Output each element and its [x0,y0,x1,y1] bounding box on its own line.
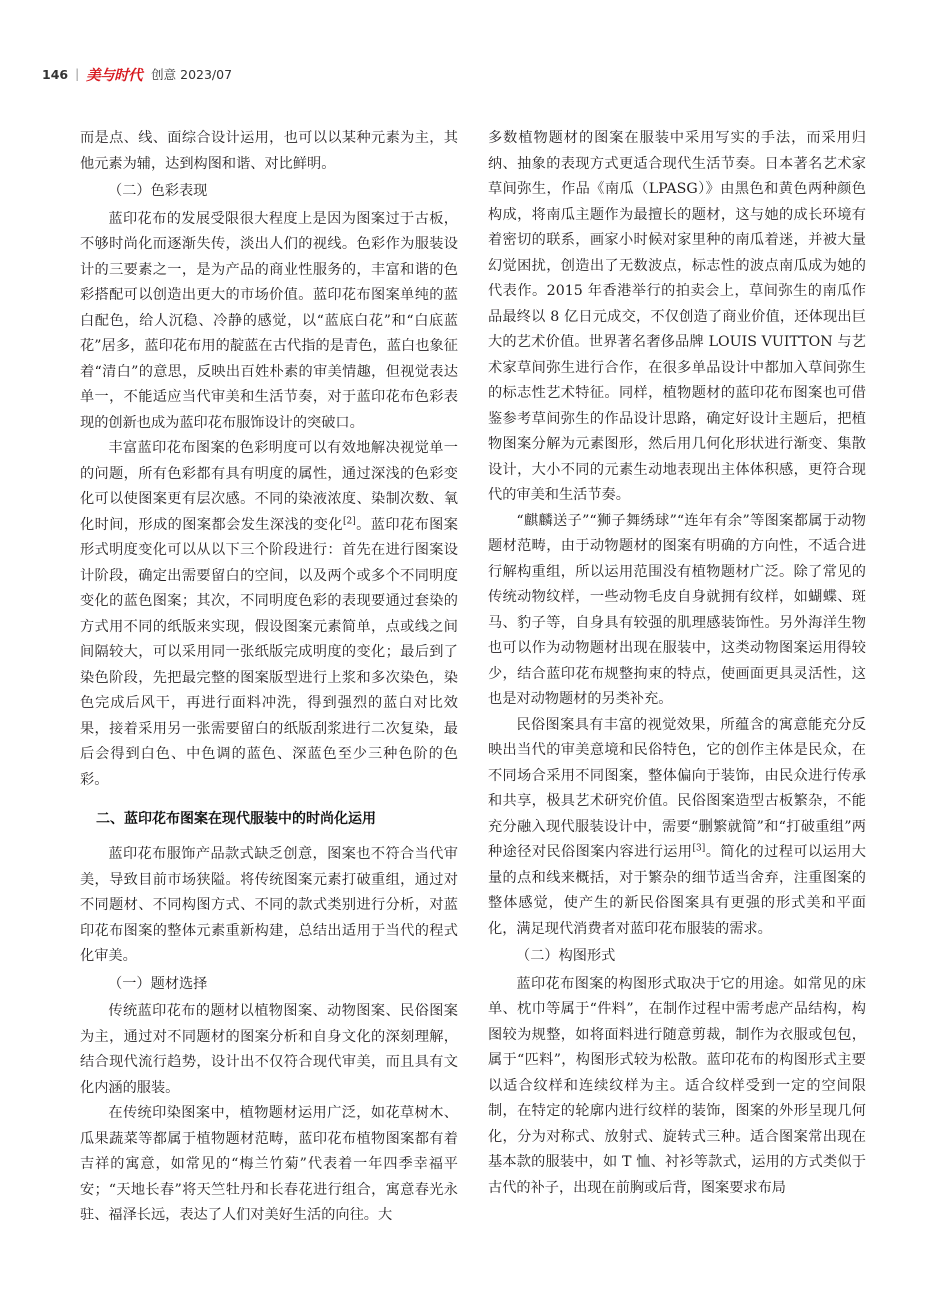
header-separator: | [75,67,80,81]
paragraph: 在传统印染图案中，植物题材运用广泛，如花草树木、瓜果蔬菜等都属于植物题材范畴，蓝印花布植物图案都有着吉祥的寓意，如常见的“梅兰竹菊”代表着一年四季幸福平安；“天地长春”将天竺牡丹和长春花进行组合，寓意春光永驻、福泽长远，表达了人们对美好生活的向往。大 [80,1105,458,1223]
paragraph: 多数植物题材的图案在服装中采用写实的手法，而采用归纳、抽象的表现方式更适合现代生活节奏。日本著名艺术家草间弥生，作品《南瓜（LPASG）》由黑色和黄色两种颜色构成，将南瓜主题作为最擅长的题材，这与她的成长环境有着密切的联系，画家小时候对家里种的南瓜着迷，并被大量幻觉困扰，创造出了无数波点，标志性的波点南瓜成为她的代表作。2015 年香港举行的拍卖会上，草间弥生的南瓜作品最终以 8 亿日元成交，不仅创造了商业价值，还体现出巨大的艺术价值。世界著名奢侈品牌 LOUIS VUITTON 与艺术家草间弥生进行合作，在很多单品设计中都加入草间弥生的标志性艺术特征。同样，植物题材的蓝印花布图案也可借鉴参考草间弥生的作品设计思路，确定好设计主题后，把植物图案分解为元素图形，然后用几何化形状进行渐变、集散设计，大小不同的元素生动地表现出主体体积感，更符合现代的审美和生活节奏。 [488,130,866,503]
paragraph: 蓝印花布的发展受限很大程度上是因为图案过于古板，不够时尚化而逐渐失传，淡出人们的视线。色彩作为服装设计的三要素之一，是为产品的商业性服务的，丰富和谐的色彩搭配可以创造出更大的市场价值。蓝印花布图案单纯的蓝白配色，给人沉稳、冷静的感觉，以“蓝底白花”和“白底蓝花”居多，蓝印花布用的靛蓝在古代指的是青色，蓝白也象征着“清白”的意思，反映出百姓朴素的审美情趣，但视觉表达单一，不能适应当代审美和生活节奏，对于蓝印花布色彩表现的创新也成为蓝印花布服饰设计的突破口。 [80,210,458,431]
paragraph: 传统蓝印花布的题材以植物图案、动物图案、民俗图案为主，通过对不同题材的图案分析和自身文化的深刻理解，结合现代流行趋势，设计出不仅符合现代审美，而且具有文化内涵的服装。 [80,1003,458,1096]
subheading-theme: （一）题材选择 [108,975,208,992]
paragraph [488,713,866,943]
paragraph: “麒麟送子”“狮子舞绣球”“连年有余”等图案都属于动物题材范畴，由于动物题材的图案有明确的方向性，不适合进行解构重组，所以运用范围没有植物题材广泛。除了常见的传统动物纹样，一些动物毛皮自身就拥有纹样，如蝴蝶、斑马、豹子等，自身具有较强的肌理感装饰性。另外海洋生物也可以作为动物题材出现在服装中，这类动物图案运用得较少，结合蓝印花布规整拘束的特点，使画面更具灵活性，这也是对动物题材的另类补充。 [488,512,866,707]
left-column [80,126,458,1229]
subheading-composition: （二）构图形式 [516,948,616,964]
paragraph-text: 。蓝印花布图案形式明度变化可以从以下三个阶段进行：首先在进行图案设计阶段，确定出需要留白的空间，以及两个或多个不同明度变化的蓝色图案；其次，不同明度色彩的表现要通过套染的方式用不同的纸版来实现，假设图案元素简单，点或线之间间隔较大，可以采用同一张纸版完成明度的变化；最后到了染色阶段，先把最完整的图案版型进行上浆和多次染色，染色完成后风干，再进行面料冲洗，得到强烈的蓝白对比效果，接着采用另一张需要留白的纸版刮浆进行二次复染，最后会得到白色、中色调的蓝色、深蓝色至少三种色阶的色彩。 [80,516,458,788]
citation-ref: [2] [342,515,356,526]
paragraph-text: 。简化的过程可以运用大量的点和线来概括，对于繁杂的细节适当舍弃，注重图案的整体感觉，使产生的新民俗图案具有更强的形式美和平面化，满足现代消费者对蓝印花布服装的需求。 [488,844,866,937]
issue-label: 创意 2023/07 [151,67,233,82]
paragraph: 蓝印花布图案的构图形式取决于它的用途。如常见的床单、枕巾等属于“件料”，在制作过程中需考虑产品结构，构图较为规整，如将面料进行随意剪裁，制作为衣服或包包，属于“匹料”，构图形式较为松散。蓝印花布的构图形式主要以适合纹样和连续纹样为主。适合纹样受到一定的空间限制，在特定的轮廓内进行纹样的装饰，图案的外形呈现几何化，分为对称式、放射式、旋转式三种。适合图案常出现在基本款的服装中，如 T 恤、衬衫等款式，运用的方式类似于古代的补子，出现在前胸或后背，图案要求布局 [488,975,866,1196]
section-heading: 二、蓝印花布图案在现代服装中的时尚化运用 [96,811,376,827]
citation-ref: [3] [692,843,706,854]
magazine-logo: 美与时代 [86,67,143,84]
paragraph-text: 民俗图案具有丰富的视觉效果，所蕴含的寓意能充分反映出当代的审美意境和民俗特色，它的创作主体是民众，在不同场合采用不同图案，整体偏向于装饰，由民众进行传承和共享，极具艺术研究价值。民俗图案造型古板繁杂，不能充分融入现代服装设计中，需要“删繁就简”和“打破重组”两种途径对民俗图案内容进行运用 [488,716,866,860]
paragraph: 而是点、线、面综合设计运用，也可以以某种元素为主，其他元素为辅，达到构图和谐、对比鲜明。 [80,130,458,172]
page-number: 146 [42,66,69,82]
subheading-color: （二）色彩表现 [108,183,208,199]
paragraph: 蓝印花布服饰产品款式缺乏创意，图案也不符合当代审美，导致目前市场狭隘。将传统图案元素打破重组，通过对不同题材、不同构图方式、不同的款式类别进行分析，对蓝印花布图案的整体元素重新构建，总结出适用于当代的程式化审美。 [80,846,458,964]
paragraph-text: 丰富蓝印花布图案的色彩明度可以有效地解决视觉单一的问题，所有色彩都有具有明度的属性，通过深浅的色彩变化可以使图案更有层次感。不同的染液浓度、染制次数、氧化时间，形成的图案都会发生深浅的变化 [80,440,458,533]
right-column [488,126,866,1201]
page-header [42,64,232,84]
paragraph [80,436,458,793]
